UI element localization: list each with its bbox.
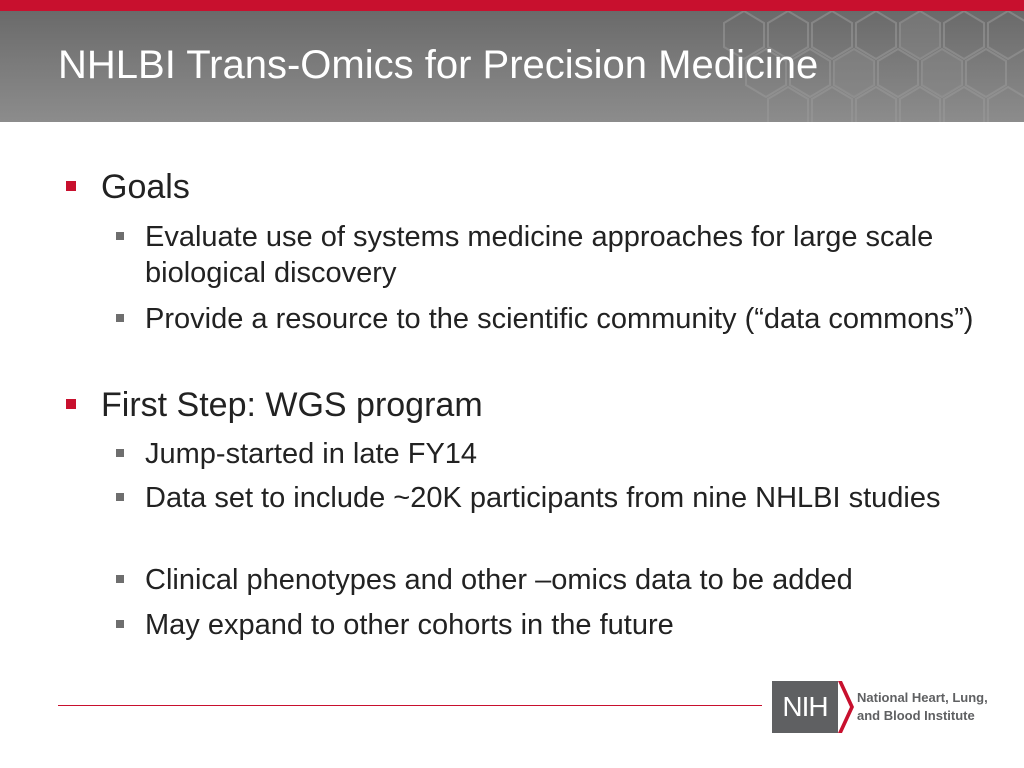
sub-bullet-marker-icon bbox=[116, 493, 124, 501]
section-heading: Goals bbox=[101, 168, 190, 206]
institute-name bbox=[857, 689, 997, 725]
sub-bullet-marker-icon bbox=[116, 620, 124, 628]
nih-logo-mark: NIH bbox=[772, 681, 838, 733]
institute-name-line1: National Heart, Lung, bbox=[857, 690, 988, 705]
header-banner bbox=[0, 11, 1024, 122]
bullet-marker-icon bbox=[66, 181, 76, 191]
institute-name-line2: and Blood Institute bbox=[857, 708, 975, 723]
list-item: May expand to other cohorts in the future bbox=[145, 609, 674, 641]
bullet-marker-icon bbox=[66, 399, 76, 409]
nih-logo bbox=[772, 681, 997, 733]
footer-divider bbox=[58, 705, 762, 706]
list-item: Evaluate use of systems medicine approaches for large scale biological discovery bbox=[145, 221, 934, 289]
list-item: Jump-started in late FY14 bbox=[145, 438, 478, 470]
sub-bullet-marker-icon bbox=[116, 575, 124, 583]
slide-title: NHLBI Trans-Omics for Precision Medicine bbox=[58, 43, 819, 87]
chevron-right-icon bbox=[838, 681, 854, 733]
sub-bullet-marker-icon bbox=[116, 314, 124, 322]
list-item: Data set to include ~20K participants from nine NHLBI studies bbox=[145, 482, 941, 514]
sub-bullet-marker-icon bbox=[116, 232, 124, 240]
sub-bullet-marker-icon bbox=[116, 449, 124, 457]
list-item: Provide a resource to the scientific community (“data commons”) bbox=[145, 303, 974, 335]
section-heading: First Step: WGS program bbox=[101, 386, 483, 424]
top-accent-bar bbox=[0, 0, 1024, 11]
list-item: Clinical phenotypes and other –omics data to be added bbox=[145, 564, 853, 596]
